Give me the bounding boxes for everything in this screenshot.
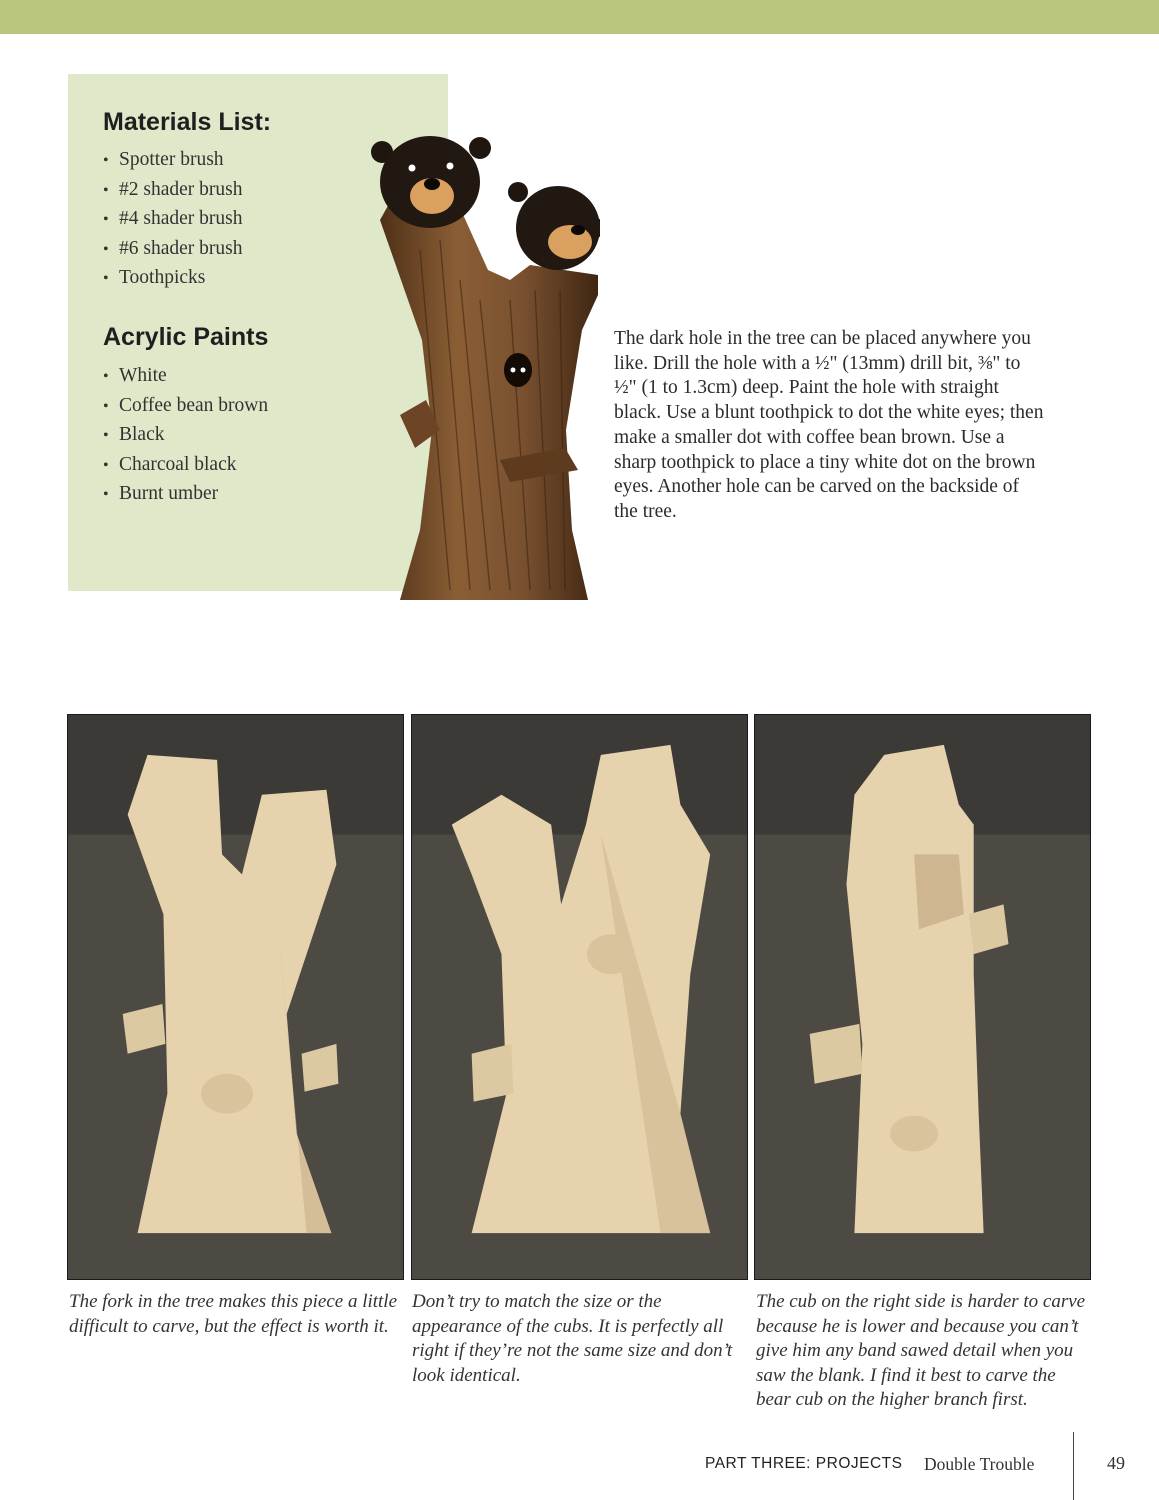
carving-front-illustration bbox=[68, 715, 403, 1279]
materials-heading: Materials List: bbox=[103, 108, 272, 136]
page-number: 49 bbox=[1107, 1453, 1125, 1473]
caption-2: Don’t try to match the size or the appearance of the cubs. It is perfectly all right if they’re not the same size and don’t look identical. bbox=[412, 1291, 733, 1386]
caption-1: The fork in the tree makes this piece a little difficult to carve, but the effect is worth it. bbox=[69, 1291, 398, 1337]
list-item: • Charcoal black bbox=[103, 453, 237, 475]
top-color-band bbox=[0, 0, 1159, 34]
carving-photo-1 bbox=[67, 714, 404, 1280]
paints-list bbox=[103, 362, 268, 510]
footer-section-label: PART THREE: PROJECTS bbox=[705, 1455, 903, 1472]
caption-3: The cub on the right side is harder to carve because he is lower and because you can’t give him any band sawed detail when you saw the blank. I find it best to carve the bear cub on the higher branch first. bbox=[756, 1291, 1086, 1411]
painted-tree-bears-illustration bbox=[360, 130, 600, 610]
carving-photo-2 bbox=[411, 714, 748, 1280]
list-item: • Toothpicks bbox=[103, 267, 206, 289]
footer-divider bbox=[1073, 1432, 1074, 1500]
list-item: • Black bbox=[103, 424, 165, 446]
list-item: • White bbox=[103, 365, 167, 386]
materials-list bbox=[103, 146, 242, 294]
list-item: • Coffee bean brown bbox=[103, 394, 269, 416]
paints-heading: Acrylic Paints bbox=[103, 323, 269, 351]
list-item: • #6 shader brush bbox=[103, 237, 243, 259]
painted-carving-image bbox=[360, 130, 600, 610]
body-paragraph: The dark hole in the tree can be placed anywhere you like. Drill the hole with a ½" (13mm) drill bit, ⅜" to ½" (1 to 1.3cm) deep. Paint the hole with straight black. Use a blunt toothpick to dot the white eyes; then make a smaller dot with coffee bean brown. Use a sharp toothpick to place a tiny white dot on the brown eyes. Another hole can be carved on the backside of the tree. bbox=[614, 328, 1044, 522]
carving-photo-3 bbox=[754, 714, 1091, 1280]
list-item: • Spotter brush bbox=[103, 149, 224, 170]
list-item: • Burnt umber bbox=[103, 483, 219, 505]
list-item: • #2 shader brush bbox=[103, 178, 243, 200]
carving-back-illustration bbox=[755, 715, 1090, 1279]
footer-project-title: Double Trouble bbox=[924, 1454, 1035, 1474]
carving-side-illustration bbox=[412, 715, 747, 1279]
list-item: • #4 shader brush bbox=[103, 208, 243, 230]
